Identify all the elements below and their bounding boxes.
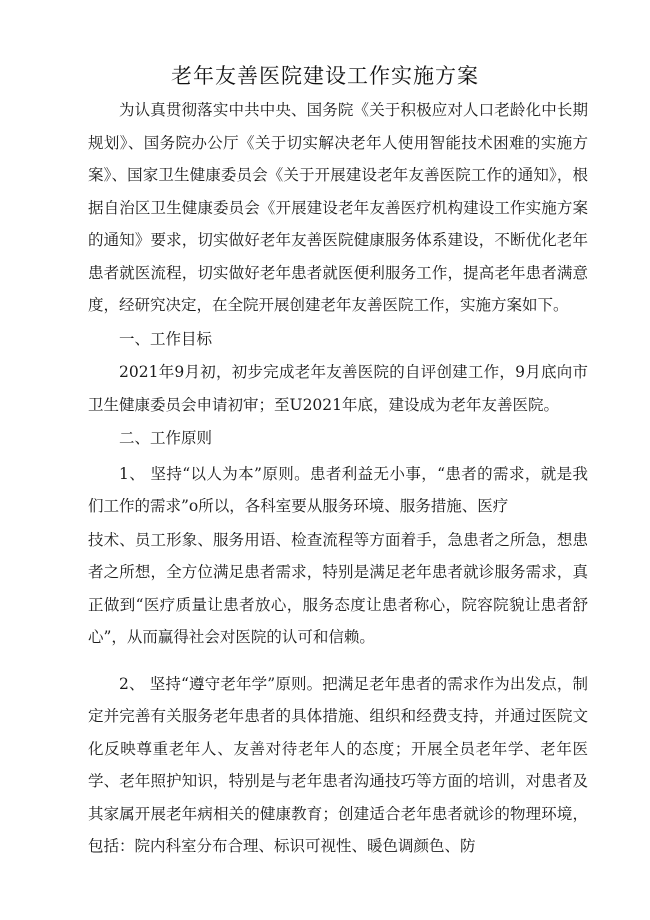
document-title: 老年友善医院建设工作实施方案 [171, 64, 479, 88]
principle-2-paragraph: 2、 坚持“遵守老年学”原则。把满足老年患者的需求作为出发点，制定并完善有关服务老年患者的具体措施、组织和经费支持，并通过医院文化反映尊重老年人、友善对待老年人的态度；开展全员老年学、老年医学、老年照护知识，特别是与老年患者沟通技巧等方面的培训，对患者及其家属开展老年病相关的健康教育；创建适合老年患者就诊的物理环境，包括：院内科室分布合理、标识可视性、暖色调颜色、防 [88, 674, 588, 855]
document-body [88, 94, 588, 863]
principle-1-paragraph-continued: 技术、员工形象、服务用语、检查流程等方面着手，急患者之所急，想患者之所想，全方位满足患者需求，特别是满足老年患者就诊服务需求，真正做到“医疗质量让患者放心，服务态度让患者称心，院容院貌让患者舒心”，从而赢得社会对医院的认可和信赖。 [88, 530, 588, 646]
principle-1-paragraph-start: 1、 坚持“以人为本”原则。患者利益无小事，“患者的需求，就是我们工作的需求”o所以，各科室要从服务环境、服务措施、医疗 [88, 464, 588, 515]
intro-paragraph: 为认真贯彻落实中共中央、国务院《关于积极应对人口老龄化中长期规划》、国务院办公厅《关于切实解决老年人使用智能技术困难的实施方案》、国家卫生健康委员会《关于开展建设老年友善医院工作的通知》，根据自治区卫生健康委员会《开展建设老年友善医疗机构建设工作实施方案的通知》要求，切实做好老年友善医院健康服务体系建设，不断优化老年患者就医流程，切实做好老年患者就医便利服务工作，提高老年患者满意度，经研究决定，在全院开展创建老年友善医院工作，实施方案如下。 [88, 101, 588, 314]
section-heading-goals: 一、工作目标 [119, 329, 213, 348]
goals-paragraph: 2021年9月初，初步完成老年友善医院的自评创建工作，9月底向市卫生健康委员会申请初审；至U2021年底，建设成为老年友善医院。 [88, 363, 588, 414]
section-heading-principles: 二、工作原则 [119, 429, 213, 447]
